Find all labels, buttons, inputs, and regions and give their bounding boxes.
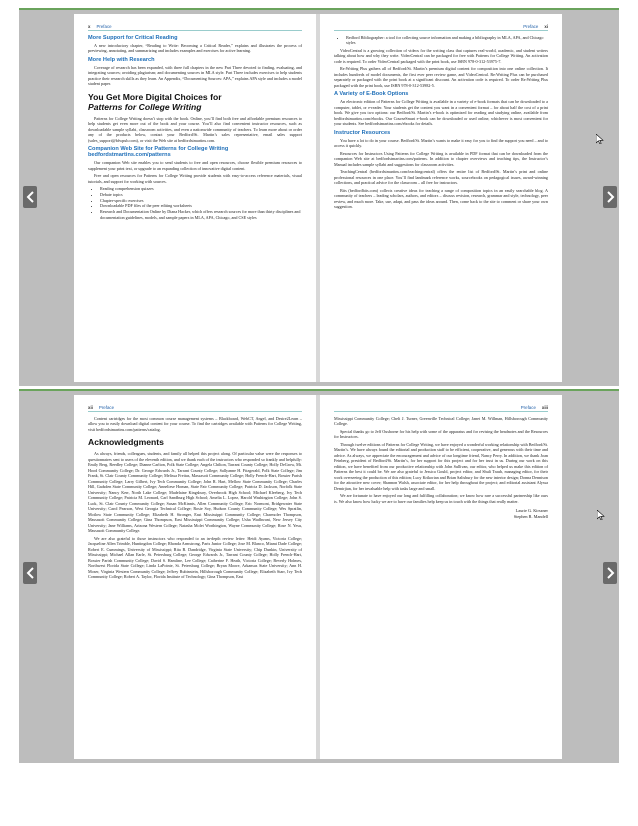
major-heading-line-2: Patterns for College Writing <box>88 101 202 112</box>
running-head-title: Preface <box>98 405 115 410</box>
page-xiii <box>320 395 562 759</box>
page-spread-2 <box>19 389 619 763</box>
section-heading: More Support for Critical Reading <box>88 35 178 41</box>
major-heading <box>88 93 302 113</box>
mouse-pointer-icon <box>597 510 605 520</box>
prev-page-button[interactable] <box>23 186 37 208</box>
paragraph: VideoCentral is a growing collection of videos for the writing class that captures real-world, academic, and student writers talking about how and why they write. VideoCentral can be packaged for free with Patterns for College Writing. An activation code is required. To order VideoCentral packaged with the print book, use ISBN 978-0-312-53975-7. <box>334 47 548 64</box>
section-heading: Instructor Resources <box>334 129 391 136</box>
running-head-title: Preface <box>523 24 539 29</box>
running-head-title: Preface <box>96 24 112 29</box>
page-xii <box>74 395 316 759</box>
major-heading-line-1: You Get More Digital Choices for <box>88 91 222 102</box>
page-number: xi <box>544 24 548 29</box>
paragraph: Resources for Instructors Using Patterns for College Writing is available in PDF format that can be downloaded from the companion Web site at bedfordstmartins.com/patterns. In addition to chapter overviews and teaching tips, the Instructor’s Manual includes sample syllabi and suggestions for classroom activities. <box>334 150 548 167</box>
paragraph: Through twelve editions of Patterns for College Writing, we have enjoyed a wonderful working relationship with Bedford/St. Martin’s. We have always found the editorial and production staff to be efficient, cooperative, and generous with their time and advice. As always, we appreciate the encouragement and advice of our longtime friend, Nancy Perry. In addition, we thank Joan Feinberg, president of Bedford/St. Martin’s, for her support for this project and for her trust in us. During our work on this edition, we have benefited from our productive relationship with John Sullivan, our editor, who helped us make this edition of Patterns the best it could be. We are also grateful to Jessica Gould, project editor, and Shuli Traub, managing editor, for their work overseeing the production of this edition; Lucy Krikorian and Brian Salisbury for the new interior design; Donna Dennison for the attractive new cover; Shannon Walsh, associate editor, for her help throughout the project; and editorial assistant Alyssa Demirjian, for her invaluable help with tasks large and small. <box>334 441 548 491</box>
list-item: • Debate topics <box>100 192 302 197</box>
paragraph: A new introductory chapter, “Reading to Write: Becoming a Critical Reader,” explains and illustrates the process of previewing, annotating, and summarizing and includes examples and exercises for active learning. <box>88 43 302 54</box>
list-item: • Bedford Bibliographer: a tool for collecting source information and making a bibliography in MLA, APA, and Chicago styles <box>346 35 548 46</box>
resource-list <box>100 186 302 220</box>
page-number: xiii <box>541 405 548 410</box>
page-spread-1 <box>19 8 619 386</box>
list-item: • Research and Documentation Online by Diana Hacker, which offers research sources for more than thirty disciplines and documentation guidelines, models, and sample papers in MLA, APA, Chicago, and CSE styles <box>100 209 302 220</box>
companion-heading-line-2: bedfordstmartins.com/patterns <box>88 152 171 159</box>
next-page-button[interactable] <box>603 186 617 208</box>
paragraph: We are fortunate to have enjoyed our long and fulfilling collaboration; we know how rare a successful partnership like ours is. We also know how lucky we are to have our families help keep us in touch with the things that really matter. <box>334 493 548 504</box>
paragraph: An electronic edition of Patterns for College Writing is available in a variety of e-book formats that can be downloaded to a computer, tablet, or e-reader. Your students get the content you want in a convenient format – for about half the cost of a print book. We give you two options: our Bedford/St. Martin’s e-book is optimized for reading and studying online, available from bedfordstmartins.com/ebooks. Our CourseSmart e-book can be downloaded or used online, whichever is most convenient for your students. See bedfordstmartins.com/ebooks for details. <box>334 99 548 127</box>
paragraph: Content cartridges for the most common course management systems – Blackboard, WebCT, Angel, and Desire2Learn – allow you to easily download digital content for your course. To find the cartridges available with Patterns for College Writing, visit bedfordstmartins.com/patterns/catalog. <box>88 416 302 432</box>
paragraph: We are also grateful to those instructors who responded to an in-depth review letter: Heidi Ayams, Victoria College; Jacqueline Allen Trimble, Huntingdon College; Rhonda Armstrong, Paris Junior College; Jose M. Blanco, Miami Dade College; Robert E. Cummings, University of Mississippi; Rita B. Dandridge, Virginia State University; Chip Dunkin, University of Mississippi; Michael Allan Earle, St. Petersburg College; George Edwards Jr., Tarrant County College; Holly French-Hart, Bossier Parish Community College; David S. Hamline, Lee College; Catherine F. Heath, Victoria College; Beverly Holmes, Northwest Florida State College; Linda LaPointe, St. Petersburg College; Bryan Moore, Arkansas State University; Ann H. Moser, Virginia Western Community College; Jeffrey Rubinstein, Hillsborough Community College; Elizabeth Starr, Ivy Tech Community College; Robert A. Taylor, Florida Institute of Technology; Gina Thompson, East <box>88 535 302 579</box>
signature-block <box>334 508 548 520</box>
paragraph: As always, friends, colleagues, students, and family all helped this project along. Of particular value were the responses to questionnaires sent to users of the eleventh edition, and we thank each of the instructors who responded so frankly and helpfully: Emily Berg, Reedley College; Dianne Carlton, Polk State College; Angela Chilton, Tarrant County College; Holly DeGrow, Mt. Hood Community College; Dr. George Edwards Jr., Tarrant County College; Sallyanne H. Fitzgerald, Polk State College; Jim Frank, St. Clair County Community College; Melissa Freitas, Massasoit Community College; Holly French-Hart, Bossier Parish Community College; Larry Gilbert, Ivy Tech Community College; John R. Hart, Mellow State Community College; Charles Hill, Gadsden State Community College; Anneliese Homan, State Fair Community College; Patricia D. Jackson, Norfolk State University; Nancy Kerr, North Lake College; Madelaine Kingsbury, Overbrook High School; Michael Kleeberg, Ivy Tech Community College; Patricia M. Leonard, Carl Sandburg High School; Amelia L. Lopez, Harold Washington College; John S. Luck, St. Clair County Community College; Susan McKinnis, Allen Community College; Eric Normont, Bridgewater State University; Carol Pearson, West Georgia Technical College; Rosie Soy, Hudson County Community College; Wes Spratlin, Motlow State Community College; Elizabeth H. Stronger, East Mississippi Community College; Charmoler Thompson, Massasoit Community College; Gina Thompson, East Mississippi Community College; Usha Wadhwani, New Jersey City University; Jane Williams, Arizona Western College; Natasha Molet Worthington, Wayne Community College; Rose N. Yesu, Massasoit Community College. <box>88 451 302 534</box>
paragraph: TeachingCentral (bedfordstmartins.com/teachingcentral) offers the entire list of Bedford/St. Martin’s print and online professional resources in one place. You’ll find landmark reference works, sourcebooks on pedagogical issues, award-winning collections, and practical advice for the classroom – all free for instructors. <box>334 169 548 186</box>
author-name: Laurie G. Kirszner <box>515 508 548 514</box>
paragraph: Re:Writing Plus gathers all of Bedford/St. Martin’s premium digital content for composition into one online collection. It includes hundreds of model documents, the first ever peer review game, and VideoCentral. Re:Writing Plus can be purchased separately or packaged with the print book at a significant discount. An activation code is required. To order Re:Writing Plus packaged with the print book, use ISBN 978-0-312-53982-5. <box>334 66 548 88</box>
section-heading: More Help with Research <box>88 56 155 63</box>
author-name: Stephen R. Mandell <box>513 514 548 520</box>
paragraph: Coverage of research has been expanded, with three full chapters in the new Part Three devoted to finding, evaluating, and integrating sources; avoiding plagiarism; and documenting sources in MLA style. Part Three includes exercises to help students practice their research skills as they learn. An Appendix, “Documenting Sources: APA,” explains APA style and includes a model student paper. <box>88 64 302 87</box>
paragraph: Special thanks go to Jeff Ousborne for his help with some of the apparatus and for revising the headnotes and the Resources for Instructors. <box>334 428 548 440</box>
chevron-right-icon <box>606 191 615 203</box>
list-item: • Chapter-specific exercises <box>100 198 302 203</box>
chevron-right-icon <box>606 567 615 579</box>
list-item: • Reading comprehension quizzes <box>100 186 302 191</box>
page-number: x <box>88 24 91 29</box>
paragraph: Mississippi Community College; Cheli J. Turner, Greenville Technical College; Janet M. Willman, Hillsborough Community College. <box>334 416 548 427</box>
running-head <box>334 405 548 412</box>
running-head <box>88 405 302 412</box>
section-heading <box>88 146 302 158</box>
list-item: • Downloadable PDF files of the peer editing worksheets <box>100 203 302 208</box>
running-head <box>88 24 302 31</box>
resource-list <box>346 35 548 46</box>
chevron-left-icon <box>26 567 35 579</box>
section-heading: A Variety of E-Book Options <box>334 91 409 98</box>
running-head <box>334 24 548 31</box>
paragraph: Patterns for College Writing doesn’t stop with the book. Online, you’ll find both free and affordable premium resources to help students get even more out of the book and your course. You’ll also find convenient instructor resources, such as downloadable sample syllabi, classroom activities, and even a nationwide community of teachers. To learn more about or order any of the products below, contact your Bedford/St. Martin’s sales representative, email sales support (sales_support@bfwpub.com), or visit the Web site at bedfordstmartins.com. <box>88 115 302 143</box>
prev-page-button[interactable] <box>23 562 37 584</box>
paragraph: Our companion Web site enables you to send students to free and open resources, choose flexible premium resources to supplement your print text, or upgrade to an expanding collection of innovative digital content. <box>88 160 302 171</box>
chevron-left-icon <box>26 191 35 203</box>
paragraph: You have a lot to do in your course. Bedford/St. Martin’s wants to make it easy for you to find the support you need – and to access it quickly. <box>334 137 548 149</box>
companion-heading-line-1: Companion Web Site for Patterns for College Writing <box>88 146 229 153</box>
mouse-pointer-icon <box>596 134 604 144</box>
paragraph: Free and open resources for Patterns for College Writing provide students with easy-to-access reference materials, visual tutorials, and support for working with sources. <box>88 173 302 184</box>
major-heading: Acknowledgments <box>88 437 164 448</box>
paragraph: Bits (bedfordbits.com) collects creative ideas for teaching a range of composition topics in an easily searchable blog. A community of teachers – leading scholars, authors, and editors – discuss revision, research, grammar and style, technology, peer review, and much more. Take, use, adapt, and pass the ideas around. Then, come back to the site to comment or share your own suggestion. <box>334 187 548 210</box>
running-head-title: Preface <box>520 405 536 410</box>
page-xi <box>320 14 562 382</box>
next-page-button[interactable] <box>603 562 617 584</box>
page-number: xii <box>88 405 93 410</box>
page-x <box>74 14 316 382</box>
